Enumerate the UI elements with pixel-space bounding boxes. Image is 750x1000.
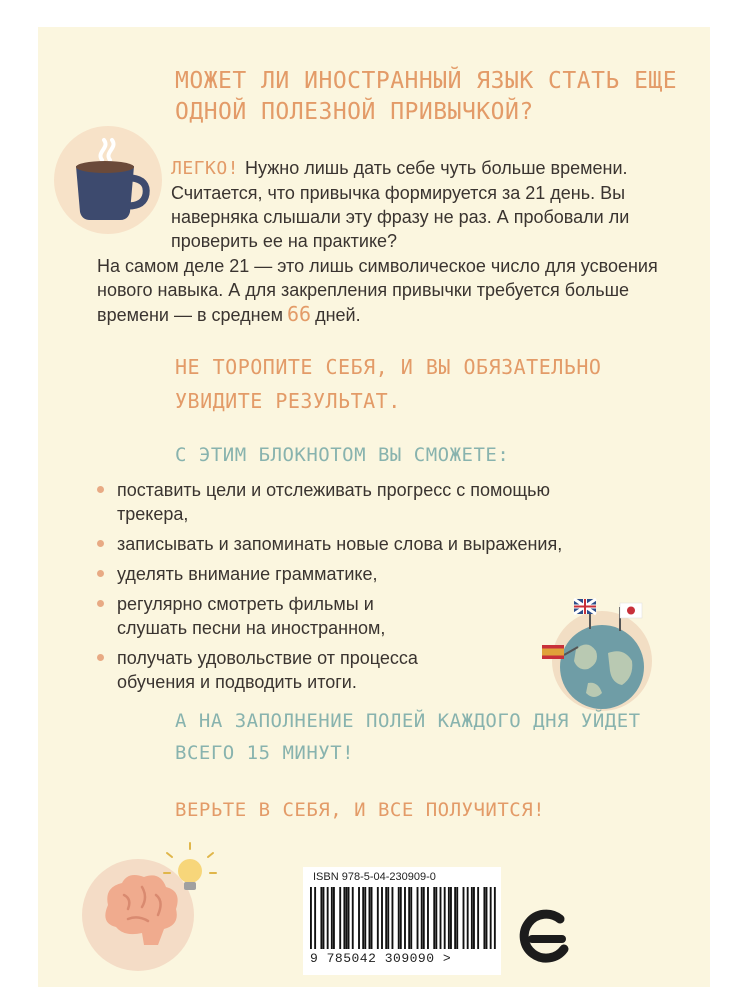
list-item: уделять внимание грамматике, (95, 562, 575, 586)
bullet-dot (97, 540, 104, 547)
barcode-bar (400, 887, 402, 949)
easy-word: ЛЕГКО! (171, 158, 240, 179)
list-item: записывать и запоминать новые слова и выражения, (95, 532, 575, 556)
globe-with-flags-icon (538, 589, 658, 719)
list-item: получать удовольствие от процесса обучения и подводить итоги. (95, 646, 457, 694)
benefits-list (95, 478, 575, 700)
brain-lightbulb-icon (68, 835, 218, 975)
barcode-bar (473, 887, 475, 949)
barcode-bar (320, 887, 322, 949)
book-back-cover (38, 27, 710, 987)
barcode-bar (467, 887, 469, 949)
habit-text-before: На самом деле 21 — это лишь символическое число для усвоения нового навыка. А для закрепления привычки требуется больше времени — в среднем (97, 256, 658, 325)
barcode-bar (385, 887, 387, 949)
barcode-bar (494, 887, 496, 949)
barcode-bar (483, 887, 485, 949)
barcode-bar (333, 887, 335, 949)
barcode-digits: 9 785042 309090 > (310, 951, 452, 966)
barcode-bar (364, 887, 366, 949)
barcode-bar (404, 887, 406, 949)
barcode-bar (343, 887, 345, 949)
barcode-bar (323, 887, 325, 949)
heading-list: С ЭТИМ БЛОКНОТОМ ВЫ СМОЖЕТЕ: (175, 444, 510, 466)
barcode-bar (381, 887, 383, 949)
barcode-bar (471, 887, 473, 949)
barcode-bar (358, 887, 360, 949)
barcode-bar (440, 887, 442, 949)
coffee-cup-icon (52, 122, 164, 234)
publisher-logo-icon (516, 905, 574, 969)
intro-text: Нужно лишь дать себе чуть больше времени. Считается, что привычка формируется за 21 день. Вы наверняка слышали эту фразу не раз. А пробовали ли проверить ее на практике? (171, 158, 630, 251)
list-item: поставить цели и отслеживать прогресс с помощью трекера, (95, 478, 575, 526)
barcode-bar (371, 887, 373, 949)
barcode-bar (444, 887, 446, 949)
barcode-bar (331, 887, 333, 949)
barcode-bar (327, 887, 329, 949)
barcode-bar (362, 887, 364, 949)
barcode-bar (408, 887, 410, 949)
barcode-bar (348, 887, 350, 949)
barcode-bar (463, 887, 465, 949)
barcode-bar (339, 887, 341, 949)
isbn-label: ISBN 978-5-04-230909-0 (313, 871, 436, 883)
barcode-bar (421, 887, 423, 949)
barcode-bar (448, 887, 450, 949)
barcode-bar (490, 887, 492, 949)
habit-paragraph (97, 254, 697, 327)
barcode-bar (417, 887, 419, 949)
barcode-bar (314, 887, 316, 949)
bullet-dot (97, 654, 104, 661)
barcode-bar (433, 887, 435, 949)
habit-text-after: дней. (315, 305, 361, 325)
barcode-bar (435, 887, 437, 949)
barcode-bar (450, 887, 452, 949)
intro-paragraph (171, 156, 651, 253)
bullet-dot (97, 570, 104, 577)
barcode-bars (310, 887, 496, 949)
barcode-bar (477, 887, 479, 949)
bullet-dot (97, 600, 104, 607)
barcode-bar (423, 887, 425, 949)
barcode-bar (456, 887, 458, 949)
barcode-bar (352, 887, 354, 949)
bullet-dot (97, 486, 104, 493)
barcode-bar (310, 887, 312, 949)
barcode-bar (454, 887, 456, 949)
barcode-bar (427, 887, 429, 949)
barcode-bar (392, 887, 394, 949)
barcode-bar (377, 887, 379, 949)
barcode-bar (369, 887, 371, 949)
list-item: регулярно смотреть фильмы и слушать песни на иностранном, (95, 592, 437, 640)
heading-question: МОЖЕТ ЛИ ИНОСТРАННЫЙ ЯЗЫК СТАТЬ ЕЩЕ ОДНОЙ ПОЛЕЗНОЙ ПРИВЫЧКОЙ? (175, 68, 678, 125)
barcode-bar (486, 887, 488, 949)
heading-patience: НЕ ТОРОПИТЕ СЕБЯ, И ВЫ ОБЯЗАТЕЛЬНО УВИДИТЕ РЕЗУЛЬТАТ. (175, 355, 602, 413)
barcode-bar (346, 887, 348, 949)
days-number: 66 (287, 302, 312, 326)
heading-minutes: А НА ЗАПОЛНЕНИЕ ПОЛЕЙ КАЖДОГО ДНЯ УЙДЕТ ВСЕГО 15 МИНУТ! (175, 710, 641, 764)
barcode-bar (398, 887, 400, 949)
barcode-bar (387, 887, 389, 949)
barcode-bar (410, 887, 412, 949)
heading-believe: ВЕРЬТЕ В СЕБЯ, И ВСЕ ПОЛУЧИТСЯ! (175, 799, 546, 821)
